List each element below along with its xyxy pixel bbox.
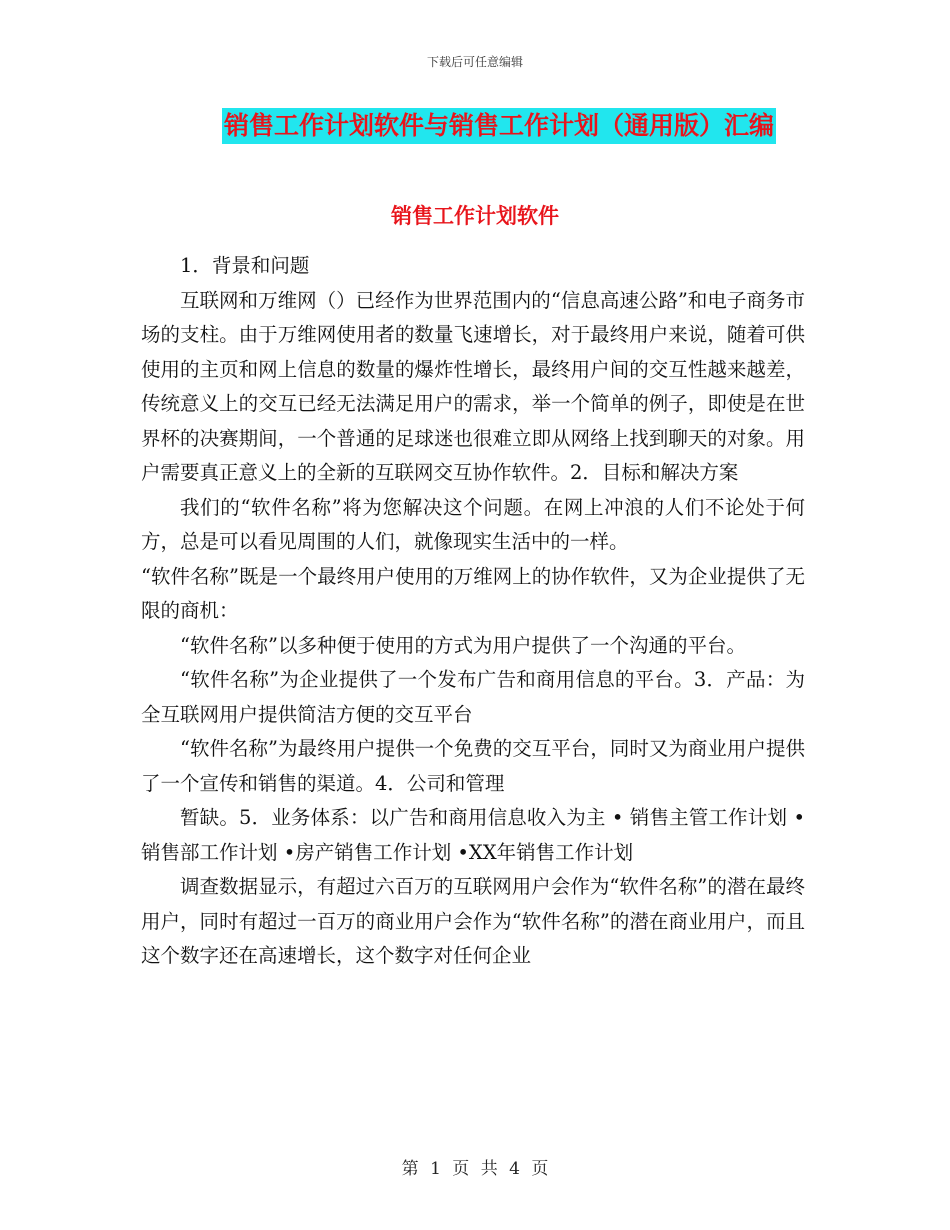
paragraph: 调查数据显示，有超过六百万的互联网用户会作为“软件名称”的潜在最终用户，同时有超过一百万的商业用户会作为“软件名称”的潜在商业用户，而且这个数字还在高速增长，这个数字对任何企业 [141,875,805,967]
paragraph: “软件名称”为企业提供了一个发布广告和商用信息的平台。3．产品：为全互联网用户提供简洁方便的交互平台 [141,668,805,726]
page-header-note: 下载后可任意编辑 [426,55,523,69]
paragraph: “软件名称”以多种便于使用的方式为用户提供了一个沟通的平台。 [180,633,746,657]
paragraph-background-heading: 1．背景和问题 [180,254,310,277]
paragraph: “软件名称”为最终用户提供一个免费的交互平台，同时又为商业用户提供了一个宣传和销售的渠道。4．公司和管理 [141,737,805,795]
document-title: 销售工作计划软件与销售工作计划（通用版）汇编 [222,108,776,144]
page-number-footer: 第 1 页 共 4 页 [401,1159,549,1179]
section-title: 销售工作计划软件 [391,204,559,228]
paragraph: “软件名称”既是一个最终用户使用的万维网上的协作软件，又为企业提供了无限的商机： [141,564,805,622]
paragraph: 我们的“软件名称”将为您解决这个问题。在网上冲浪的人们不论处于何方，总是可以看见周围的人们，就像现实生活中的一样。 [141,495,805,553]
document-title-container [0,108,950,144]
paragraph: 暂缺。5．业务体系：以广告和商用信息收入为主 • 销售主管工作计划 •销售部工作计划 •房产销售工作计划 •XX年销售工作计划 [141,806,805,864]
document-body [141,249,805,974]
paragraph: 互联网和万维网（）已经作为世界范围内的“信息高速公路”和电子商务市场的支柱。由于万维网使用者的数量飞速增长，对于最终用户来说，随着可供使用的主页和网上信息的数量的爆炸性增长，最终用户间的交互性越来越差，传统意义上的交互已经无法满足用户的需求，举一个简单的例子，即使是在世界杯的决赛期间，一个普通的足球迷也很难立即从网络上找到聊天的对象。用户需要真正意义上的全新的互联网交互协作软件。2．目标和解决方案 [141,288,805,484]
